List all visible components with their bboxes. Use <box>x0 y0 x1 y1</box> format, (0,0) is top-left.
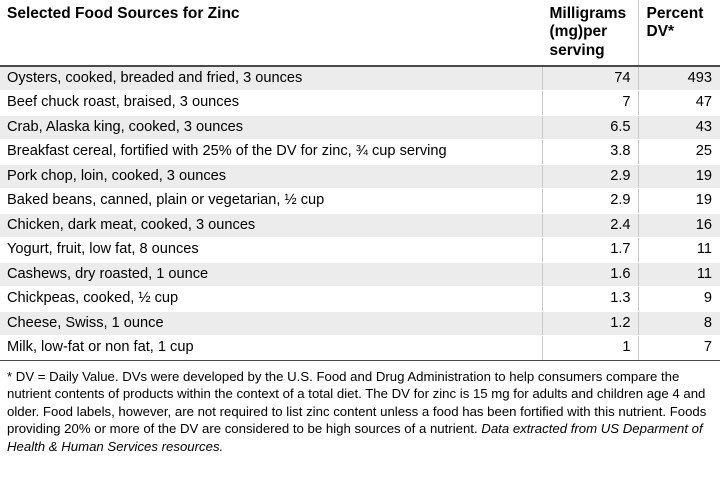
cell-food: Yogurt, fruit, low fat, 8 ounces <box>0 238 542 263</box>
cell-food: Crab, Alaska king, cooked, 3 ounces <box>0 115 542 140</box>
table-row <box>0 336 720 361</box>
table-row <box>0 164 720 189</box>
footnote-text: * DV = Daily Value. DVs were developed by the U.S. Food and Drug Administration to help consumers compare the nutrient contents of products within the context of a total diet. The DV for zinc is 15 mg for adults and children age 4 and older. Food labels, however, are not required to list zinc content unless a food has been fortified with this nutrient. Foods providing 20% or more of the DV are considered to be high sources of a nutrient. <box>7 368 707 437</box>
cell-food: Cashews, dry roasted, 1 ounce <box>0 262 542 287</box>
cell-food: Baked beans, canned, plain or vegetarian, ½ cup <box>0 189 542 214</box>
table-row <box>0 189 720 214</box>
cell-milligrams: 1 <box>542 336 638 361</box>
cell-food: Cheese, Swiss, 1 ounce <box>0 311 542 336</box>
cell-percent-dv: 16 <box>638 213 720 238</box>
cell-percent-dv: 47 <box>638 91 720 116</box>
footnote-source: Data extracted from US Deparment of Health & Human Services resources. <box>7 421 703 454</box>
table-body <box>0 66 720 361</box>
cell-percent-dv: 43 <box>638 115 720 140</box>
cell-milligrams: 1.2 <box>542 311 638 336</box>
cell-food: Chicken, dark meat, cooked, 3 ounces <box>0 213 542 238</box>
cell-milligrams: 3.8 <box>542 140 638 165</box>
cell-percent-dv: 7 <box>638 336 720 361</box>
cell-percent-dv: 493 <box>638 66 720 91</box>
cell-food: Chickpeas, cooked, ½ cup <box>0 287 542 312</box>
table-row <box>0 213 720 238</box>
cell-percent-dv: 11 <box>638 262 720 287</box>
column-header-percent-dv: Percent DV* <box>638 0 720 66</box>
cell-percent-dv: 11 <box>638 238 720 263</box>
column-header-milligrams: Milligrams (mg)per serving <box>542 0 638 66</box>
cell-food: Milk, low-fat or non fat, 1 cup <box>0 336 542 361</box>
cell-percent-dv: 9 <box>638 287 720 312</box>
table-footnote <box>0 361 720 455</box>
cell-food: Beef chuck roast, braised, 3 ounces <box>0 91 542 116</box>
table-row <box>0 311 720 336</box>
cell-milligrams: 74 <box>542 66 638 91</box>
table-row <box>0 287 720 312</box>
table-row <box>0 91 720 116</box>
cell-milligrams: 2.9 <box>542 164 638 189</box>
cell-milligrams: 1.3 <box>542 287 638 312</box>
table-row <box>0 66 720 91</box>
cell-food: Oysters, cooked, breaded and fried, 3 ounces <box>0 66 542 91</box>
cell-milligrams: 6.5 <box>542 115 638 140</box>
table-header <box>0 0 720 66</box>
cell-milligrams: 1.7 <box>542 238 638 263</box>
cell-percent-dv: 19 <box>638 164 720 189</box>
table-row <box>0 238 720 263</box>
cell-milligrams: 1.6 <box>542 262 638 287</box>
cell-food: Pork chop, loin, cooked, 3 ounces <box>0 164 542 189</box>
cell-milligrams: 2.4 <box>542 213 638 238</box>
cell-percent-dv: 25 <box>638 140 720 165</box>
cell-milligrams: 2.9 <box>542 189 638 214</box>
column-header-food: Selected Food Sources for Zinc <box>0 0 542 66</box>
cell-percent-dv: 8 <box>638 311 720 336</box>
header-row <box>0 0 720 66</box>
table-row <box>0 115 720 140</box>
table-row <box>0 140 720 165</box>
cell-food: Breakfast cereal, fortified with 25% of the DV for zinc, ¾ cup serving <box>0 140 542 165</box>
cell-milligrams: 7 <box>542 91 638 116</box>
cell-percent-dv: 19 <box>638 189 720 214</box>
table-row <box>0 262 720 287</box>
